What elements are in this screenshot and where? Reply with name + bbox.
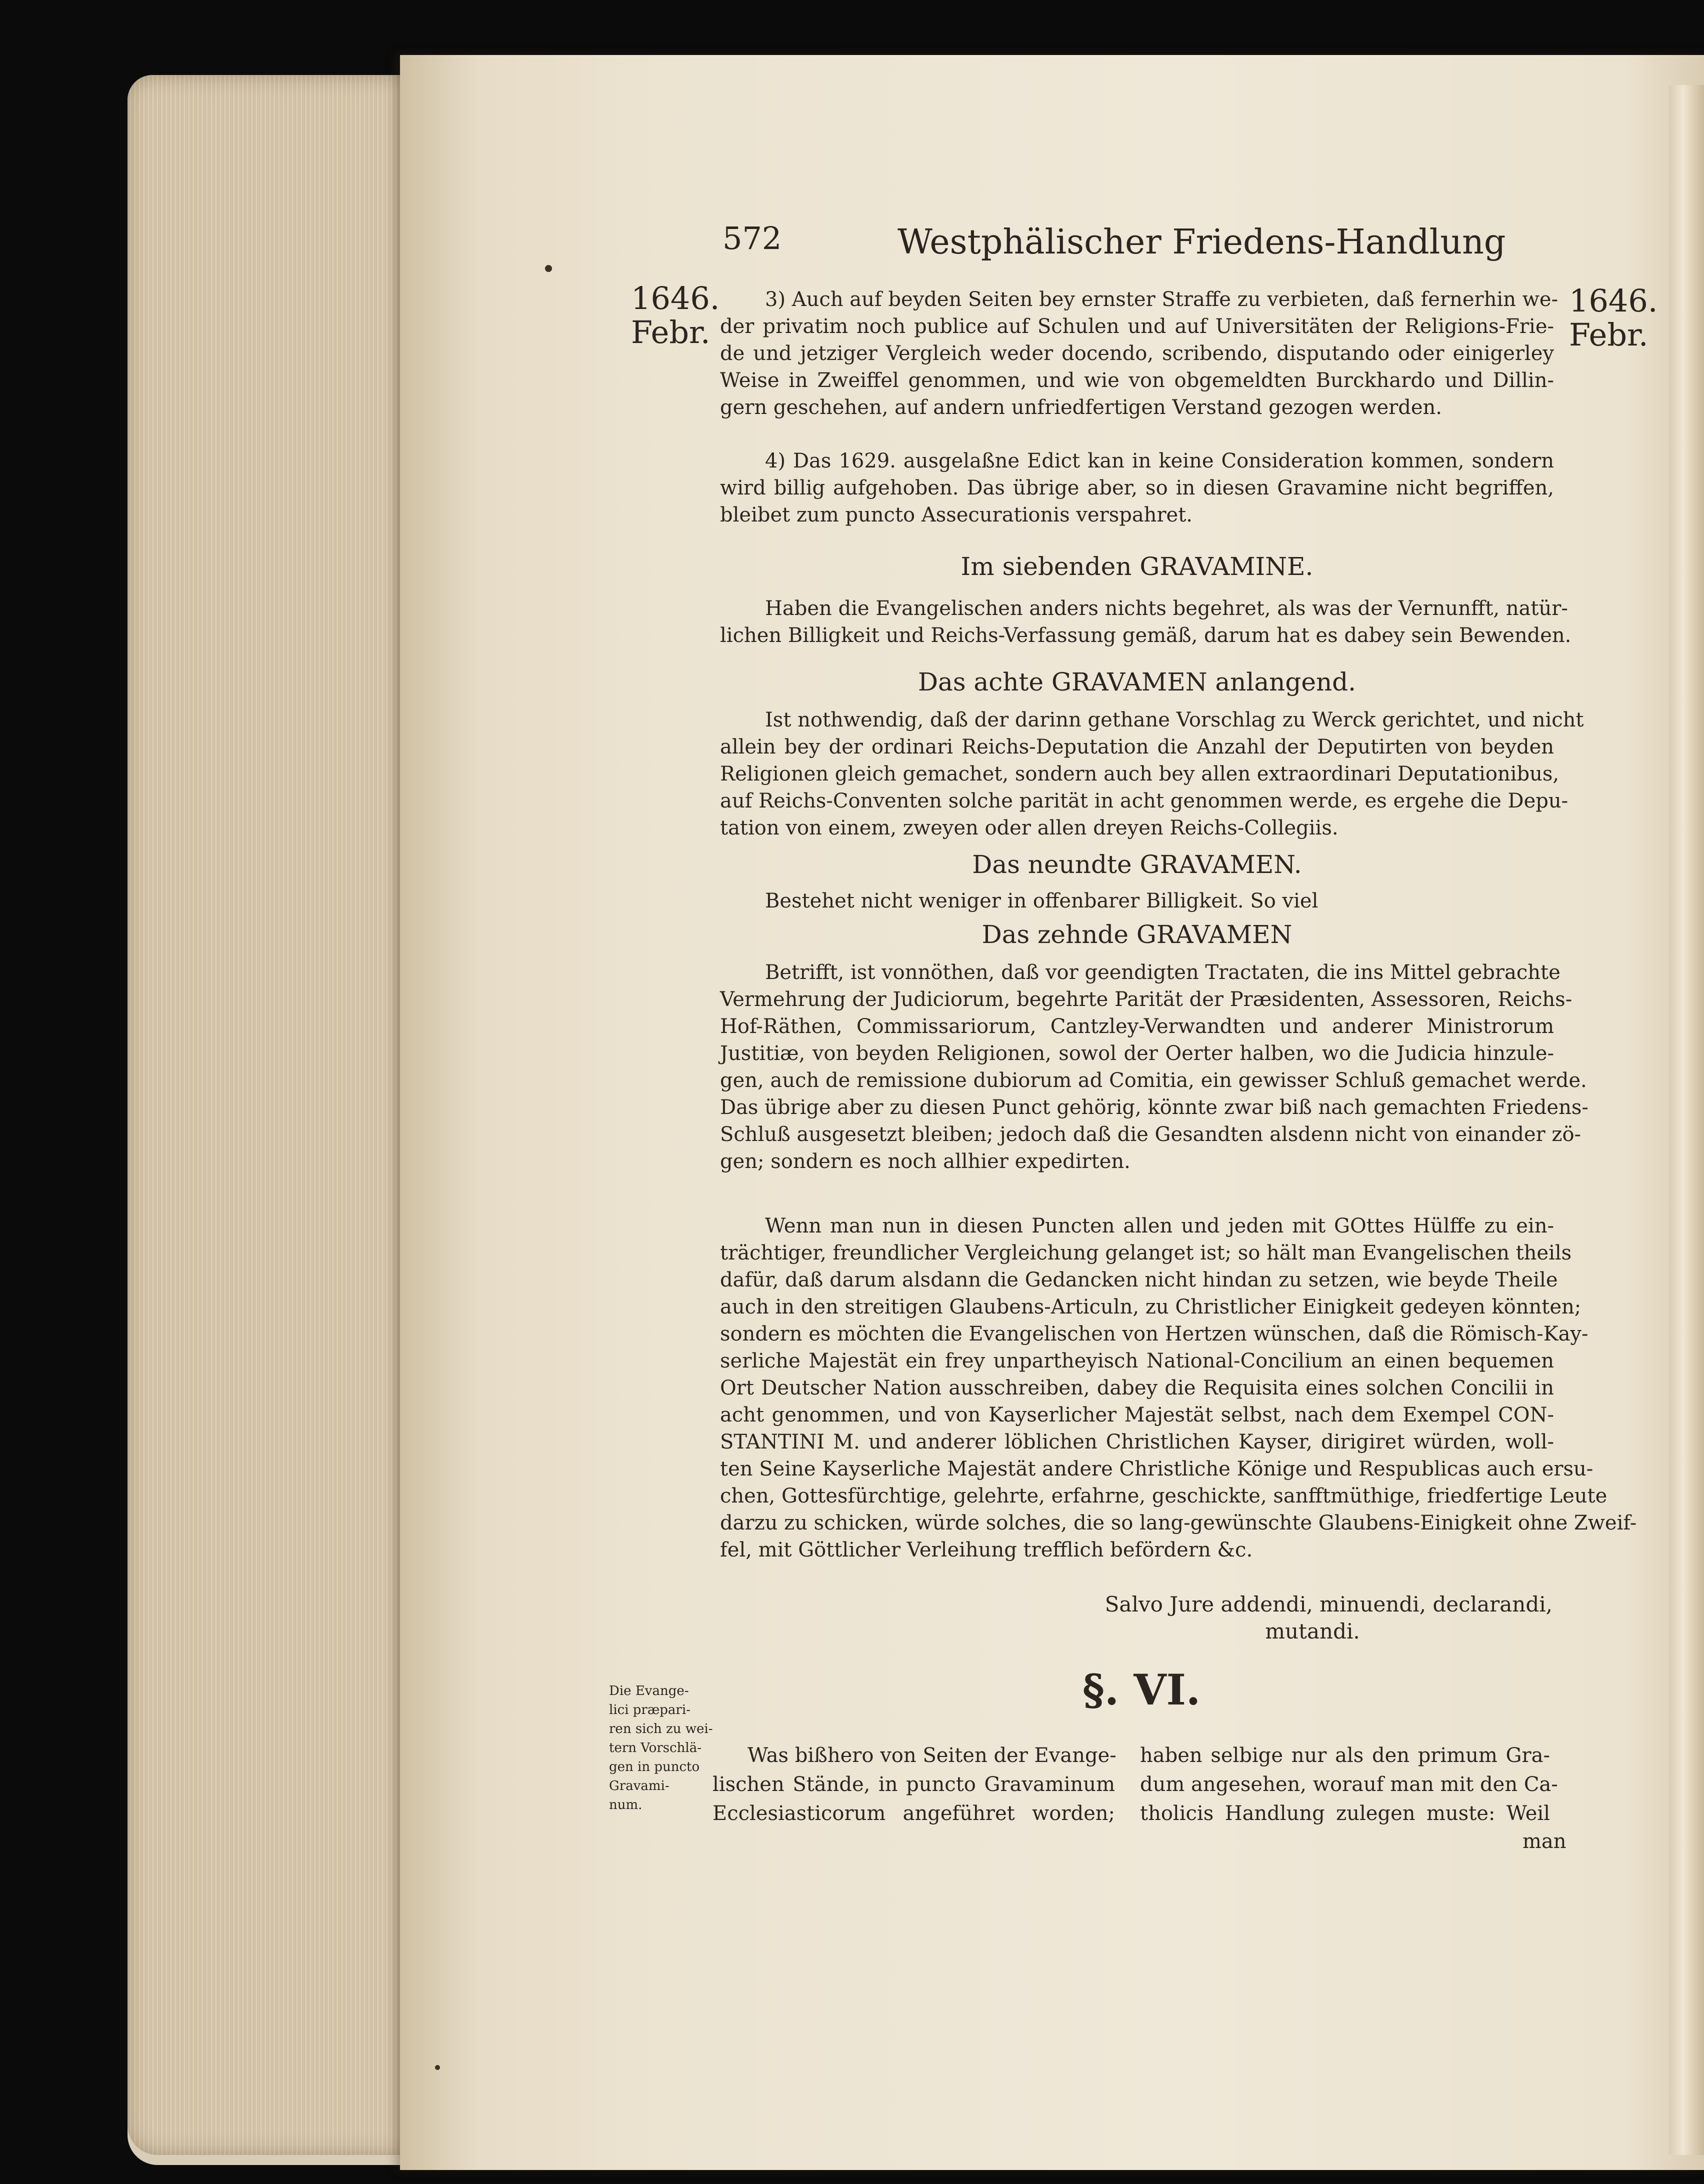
paragraph-line: auch in den streitigen Glaubens-Articuln, zu Christlicher Einigkeit gedeyen könnten; [720,1296,1582,1318]
paragraph-line: fel, mit Göttlicher Verleihung trefflich befördern &c. [720,1538,1253,1562]
paragraph-line: wird billig aufgehoben. Das übrige aber, so in diesen Gravamine nicht begriffen, [720,476,1554,500]
salvo-line: Salvo Jure addendi, minuendi, declarandi, [1104,1592,1552,1616]
paragraph-4 [720,448,1554,528]
paragraph-line: Vermehrung der Judiciorum, begehrte Parität der Præsidenten, Assessoren, Reichs- [720,988,1572,1011]
paragraph-line: Hof-Räthen, Commissariorum, Cantzley-Verwandten und anderer Ministrorum [720,1015,1554,1038]
heading-gravamen-9: Das neundte GRAVAMEN. [972,850,1302,879]
paragraph-line: Wenn man nun in diesen Puncten allen und jeden mit GOttes Hülffe zu ein- [765,1214,1554,1238]
paragraph-line: Religionen gleich gemachet, sondern auch bey allen extraordinari Deputationibus, [720,762,1560,786]
right-page-edge [1669,85,1704,2155]
column-line: haben selbige nur als den primum Gra- [1140,1744,1550,1767]
salvo-line: mutandi. [1265,1619,1360,1644]
paragraph-line: Bestehet nicht weniger in offenbarer Billigkeit. So viel [765,890,1318,912]
right-margin-year: 1646. [1569,282,1658,319]
paragraph-7 [720,595,1572,649]
paragraph-8 [720,706,1584,842]
paragraph-line: serliche Majestät ein frey unpartheyisch National-Concilium an einen bequemen [720,1350,1554,1372]
paragraph-line: ten Seine Kayserliche Majestät andere Christliche Könige und Respublicas auch ersu- [720,1458,1594,1480]
page-number: 572 [722,220,782,256]
paragraph-line: de und jetziger Vergleich weder docendo, scribendo, disputando oder einigerley [720,342,1554,365]
paragraph-line: gen; sondern es noch allhier expedirten. [720,1150,1130,1173]
paragraph-line: bleibet zum puncto Assecurationis verspahret. [720,504,1193,526]
paragraph-10 [720,959,1588,1175]
paragraph-line: Schluß ausgesetzt bleiben; jedoch daß die Gesandten alsdenn nicht von einander zö- [720,1123,1582,1146]
paragraph-line: STANTINI M. und anderer löblichen Christlichen Kayser, dirigiret würden, woll- [720,1430,1554,1454]
paragraph-line: Ort Deutscher Nation ausschreiben, dabey die Requisita eines solchen Concilii in [720,1376,1554,1400]
right-margin-month: Febr. [1569,316,1648,353]
sidenote-line: Die Evange- [609,1684,689,1698]
sidenote-line: gen in puncto [609,1760,700,1774]
paragraph-line: Betrifft, ist vonnöthen, daß vor geendigten Tractaten, die ins Mittel gebrachte [765,961,1560,984]
paragraph-line: Das übrige aber zu diesen Punct gehörig, könnte zwar biß nach gemachten Friedens- [720,1096,1588,1119]
paragraph-line: gern geschehen, auf andern unfriedfertigen Verstand gezogen werden. [720,396,1442,419]
paragraph-line: trächtiger, freundlicher Vergleichung gelanget ist; so hält man Evangelischen theils [720,1242,1572,1264]
paragraph-9 [720,888,1554,914]
column-right [1140,1741,1558,1828]
paragraph-line: lichen Billigkeit und Reichs-Verfassung gemäß, darum hat es dabey sein Bewenden. [720,624,1572,647]
heading-gravamen-7: Im siebenden GRAVAMINE. [960,552,1314,581]
ink-blot [435,2065,440,2070]
paragraph-line: Haben die Evangelischen anders nichts begehret, als was der Vernunfft, natür- [765,597,1568,620]
left-margin-month: Febr. [631,314,710,350]
column-line: Ecclesiasticorum angeführet worden; [712,1802,1115,1825]
paragraph-11 [720,1212,1637,1564]
sidenote-line: ren sich zu wei- [609,1722,713,1736]
section-mark: §. VI. [1082,1665,1201,1714]
paragraph-line: allein bey der ordinari Reichs-Deputation die Anzahl der Deputirten von beyden [720,736,1554,758]
sidenote-line: lici præpari- [609,1702,690,1718]
left-margin-year: 1646. [631,280,720,316]
salvo-clause [1072,1591,1552,1645]
paragraph-line: auf Reichs-Conventen solche parität in acht genommen werde, es ergehe die Depu- [720,790,1568,812]
paragraph-line: sondern es möchten die Evangelischen von Hertzen wünschen, daß die Römisch-Kay- [720,1322,1588,1346]
paragraph-line: Ist nothwendig, daß der darinn gethane Vorschlag zu Werck gerichtet, und nicht [765,708,1584,732]
paragraph-line: gen, auch de remissione dubiorum ad Comitia, ein gewisser Schluß gemachet werde. [720,1069,1587,1092]
column-line: tholicis Handlung zulegen muste: Weil [1140,1802,1550,1825]
column-line: lischen Stände, in puncto Gravaminum [712,1773,1115,1796]
catchword: man [1522,1830,1566,1853]
running-title: Westphälischer Friedens-Handlung [898,222,1506,262]
column-line: Was bißhero von Seiten der Evange- [748,1744,1116,1767]
sidenote-line: num. [609,1798,642,1812]
heading-gravamen-8: Das achte GRAVAMEN anlangend. [918,668,1356,696]
ink-blot [545,265,552,272]
paragraph-line: tation von einem, zweyen oder allen dreyen Reichs-Collegiis. [720,816,1338,840]
margin-sidenote [609,1682,716,1814]
paragraph-line: chen, Gottesfürchtige, gelehrte, erfahrne, geschickte, sanfftmüthige, friedfertige Leute [720,1484,1608,1508]
column-left [712,1741,1115,1828]
paragraph-line: Weise in Zweiffel genommen, und wie von obgemeldten Burckhardo und Dillin- [720,369,1554,392]
sidenote-line: Gravami- [609,1778,670,1794]
paragraph-line: Justitiæ, von beyden Religionen, sowol der Oerter halben, wo die Judicia hinzule- [720,1042,1554,1065]
paragraph-line: darzu zu schicken, würde solches, die so lang-gewünschte Glaubens-Einigkeit ohne Zweif- [720,1512,1637,1534]
paragraph-3 [720,286,1558,421]
paragraph-line: 3) Auch auf beyden Seiten bey ernster Straffe zu verbieten, daß fernerhin we- [765,288,1558,311]
column-line: dum angesehen, worauf man mit den Ca- [1140,1773,1558,1796]
sidenote-line: tern Vorschlä- [609,1740,702,1756]
paragraph-line: der privatim noch publice auf Schulen und auf Universitäten der Religions-Frie- [720,315,1554,338]
paragraph-line: acht genommen, und von Kayserlicher Majestät selbst, nach dem Exempel CON- [720,1404,1554,1426]
heading-gravamen-10: Das zehnde GRAVAMEN [982,920,1292,949]
paragraph-line: 4) Das 1629. ausgelaßne Edict kan in keine Consideration kommen, sondern [765,450,1554,472]
page-edges [128,75,408,2155]
paragraph-line: dafür, daß darum alsdann die Gedancken nicht hindan zu setzen, wie beyde Theile [720,1268,1558,1292]
